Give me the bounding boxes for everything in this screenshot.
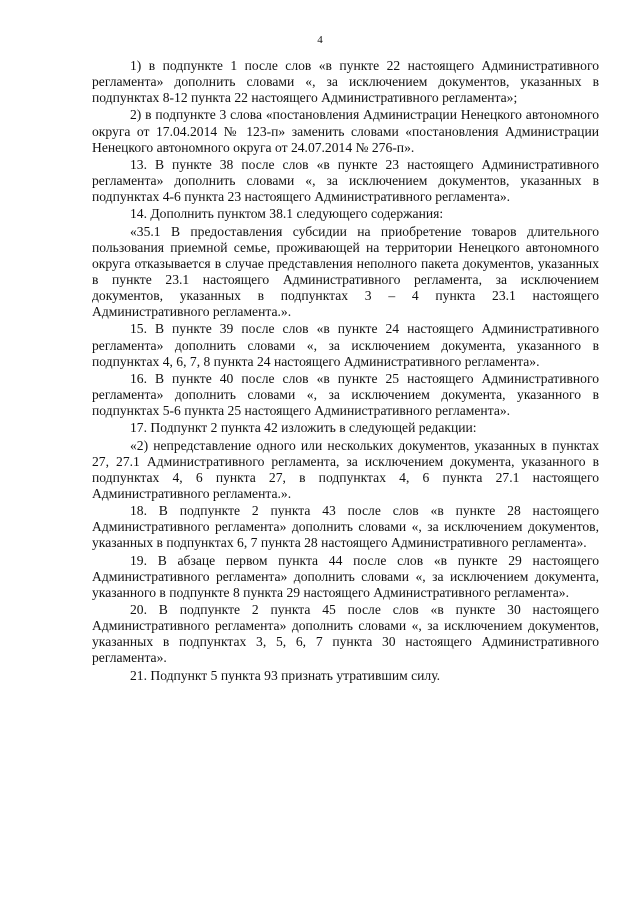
paragraph-item-21: 21. Подпункт 5 пункта 93 признать утратившим силу. <box>130 667 441 683</box>
page-number: 4 <box>317 34 323 46</box>
paragraph-subitem-1: 1) в подпункте 1 после слов «в пункте 22 настоящего Административного регламента» дополнить словами «, за исключением документов, указанных в подпунктах 8-12 пункта 22 настоящего Административного регламента»; <box>92 58 599 106</box>
paragraph-subitem-2: 2) в подпункте 3 слова «постановления Администрации Ненецкого автономного округа от 17.04.2014 № 123-п» заменить словами «постановления Администрации Ненецкого автономного округа от 24.07.2014 № 276-п». <box>92 107 599 155</box>
paragraph-item-17: 17. Подпункт 2 пункта 42 изложить в следующей редакции: <box>130 420 477 436</box>
paragraph-item-15: 15. В пункте 39 после слов «в пункте 24 настоящего Административного регламента» дополнить словами «, за исключением документа, указанного в подпунктах 4, 6, 7, 8 пункта 24 настоящего Административного регламента». <box>92 321 599 369</box>
paragraph-item-18: 18. В подпункте 2 пункта 43 после слов «в пункте 28 настоящего Административного регламента» дополнить словами «, за исключением документов, указанных в подпунктах 6, 7 пункта 28 настоящего Административного регламента». <box>92 503 599 551</box>
paragraph-item-19: 19. В абзаце первом пункта 44 после слов «в пункте 29 настоящего Административного регламента» дополнить словами «, за исключением документа, указанного в подпункте 8 пункта 29 настоящего Административного регламента». <box>92 552 599 600</box>
paragraph-item-13: 13. В пункте 38 после слов «в пункте 23 настоящего Административного регламента» дополнить словами «, за исключением документов, указанных в подпунктах 4-6 пункта 23 настоящего Административного регламента». <box>92 156 599 205</box>
paragraph-item-20: 20. В подпункте 2 пункта 45 после слов «в пункте 30 настоящего Административного регламента» дополнить словами «, за исключением документов, указанных в подпунктах 3, 5, 6, 7 пункта 30 настоящего Административного регламента». <box>92 602 599 666</box>
paragraph-item-35-1-text: «35.1 В предоставления субсидии на приобретение товаров длительного пользования приемной семье, проживающей на территории Ненецкого автономного округа отказывается в случае представления неполного пакета документов, указанных в пункте 23.1 настоящего Административного регламента, за исключением документов, указанных в подпунктах 3 – 4 пункта 23.1 настоящего Административного регламента.». <box>92 223 599 320</box>
paragraph-item-14: 14. Дополнить пунктом 38.1 следующего содержания: <box>130 206 444 222</box>
document-body <box>92 58 599 685</box>
paragraph-item-17-text: «2) непредставление одного или нескольких документов, указанных в пунктах 27, 27.1 Административного регламента, за исключением документа, указанного в подпунктах 4, 6 пункта 27, в подпунктах 4, 6 пункта 27.1 настоящего Административного регламента.». <box>92 437 599 501</box>
paragraph-item-16: 16. В пункте 40 после слов «в пункте 25 настоящего Административного регламента» дополнить словами «, за исключением документа, указанного в подпунктах 5-6 пункта 25 настоящего Административного регламента». <box>92 370 599 419</box>
